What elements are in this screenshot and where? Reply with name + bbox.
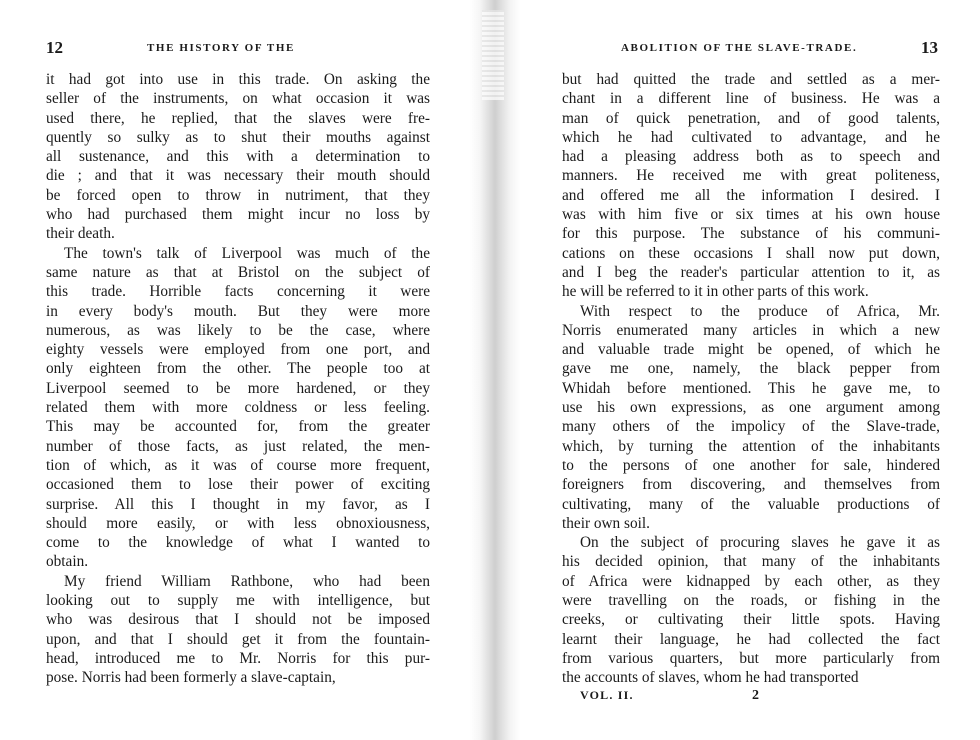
text-line: were travelling on the roads, or fishing in the (562, 592, 940, 610)
text-line: and offered me all the information I desired. I (562, 186, 940, 204)
signature-number: 2 (752, 688, 759, 703)
text-line: gave me one, namely, the black pepper from (562, 360, 940, 378)
text-line: chant in a different line of business. He was a (562, 90, 940, 108)
text-line: of Africa were kidnapped by each other, as they (562, 572, 940, 590)
text-line: but had quitted the trade and settled as a mer- (562, 71, 940, 88)
text-line: had a pleasing address both as to speech and (562, 148, 940, 166)
text-line: only eighteen from the other. The people too at (46, 360, 430, 378)
text-line: numerous, as was likely to be the case, where (46, 321, 430, 339)
text-line: seller of the instruments, on what occasion it was (46, 90, 430, 108)
text-line: to the persons of one another for sale, hindered (562, 456, 940, 474)
text-line: which, by turning the attention of the inhabitants (562, 437, 940, 455)
text-line: quently so sulky as to shut their mouths against (46, 128, 430, 146)
text-line: head, introduced me to Mr. Norris for this pur- (46, 649, 430, 667)
text-line: cations on these occasions I shall now put down, (562, 244, 940, 262)
text-line: and I beg the reader's particular attention to it, as (562, 263, 940, 281)
text-line: occasioned them to lose their power of exciting (46, 476, 430, 494)
left-page (0, 0, 480, 740)
text-line: in every body's mouth. But they were more (46, 302, 430, 320)
text-line: cultivating, many of the valuable productions of (562, 495, 940, 513)
text-line: man of quick penetration, and of good talents, (562, 109, 940, 127)
text-line: die ; and that it was necessary their mouth should (46, 167, 430, 185)
running-head: ABOLITION OF THE SLAVE-TRADE. (621, 42, 858, 54)
text-line: all sustenance, and this with a determination to (46, 148, 430, 166)
text-line: foreigners from discovering, and themselves from (562, 476, 940, 494)
page-number: 13 (921, 38, 938, 57)
right-page (505, 0, 980, 740)
text-line: it had got into use in this trade. On asking the (46, 71, 430, 88)
running-head: THE HISTORY OF THE (147, 42, 295, 54)
text-line: pose. Norris had been formerly a slave-captain, (46, 669, 336, 687)
text-line: come to the knowledge of what I wanted to (46, 534, 430, 552)
body-text (46, 70, 430, 688)
text-line: eighty vessels were employed from one port, and (46, 341, 430, 359)
text-line: the accounts of slaves, whom he had transported (562, 669, 859, 687)
text-line: On the subject of procuring slaves he gave it as (580, 534, 940, 552)
text-line: be forced open to throw in nutriment, that they (46, 186, 430, 204)
text-line: surprise. All this I thought in my favor, as I (46, 495, 430, 513)
text-line: should more easily, or with less obnoxiousness, (46, 514, 430, 532)
text-line: which he had cultivated to advantage, and he (562, 128, 940, 146)
text-line: Liverpool seemed to be more hardened, or they (46, 379, 430, 397)
gutter-texture (482, 10, 504, 100)
text-line: from various quarters, but more particularly from (562, 649, 940, 667)
text-line: he will be referred to it in other parts of this work. (562, 283, 869, 301)
text-line: Norris enumerated many articles in which a new (562, 321, 940, 339)
text-line: their own soil. (562, 514, 650, 532)
text-line: for this purpose. The substance of his communi- (562, 225, 940, 243)
text-line: upon, and that I should get it from the fountain- (46, 630, 430, 648)
text-line: same nature as that at Bristol on the subject of (46, 263, 430, 281)
text-line: number of those facts, as just related, the men- (46, 437, 430, 455)
body-text (562, 70, 940, 688)
text-line: used there, he replied, that the slaves were fre- (46, 109, 430, 127)
text-line: tion of which, as it was of course more frequent, (46, 456, 430, 474)
text-line: was with him five or six times at his own house (562, 206, 940, 224)
text-line: looking out to supply me with intelligence, but (46, 592, 430, 610)
page-number: 12 (46, 38, 63, 57)
text-line: related them with more coldness or less feeling. (46, 399, 430, 417)
text-line: learnt their language, he had collected the fact (562, 630, 940, 648)
text-line: his decided opinion, that many of the inhabitants (562, 553, 940, 571)
signature-volume: VOL. II. (580, 688, 634, 702)
text-line: The town's talk of Liverpool was much of the (64, 244, 430, 262)
text-line: manners. He received me with great politeness, (562, 167, 940, 185)
text-line: use his own expressions, as one argument among (562, 399, 940, 417)
text-line: This may be accounted for, from the greater (46, 418, 430, 436)
text-line: their death. (46, 225, 115, 243)
text-line: this trade. Horrible facts concerning it were (46, 283, 430, 301)
text-line: obtain. (46, 553, 89, 571)
text-line: and valuable trade might be opened, of which he (562, 341, 940, 359)
text-line: many others of the impolicy of the Slave-trade, (562, 418, 940, 436)
text-line: With respect to the produce of Africa, Mr. (580, 302, 940, 320)
text-line: My friend William Rathbone, who had been (64, 572, 430, 590)
text-line: creeks, or cultivating their little spots. Having (562, 611, 940, 629)
text-line: who had purchased them might incur no loss by (46, 206, 430, 224)
text-line: who was desirous that I should not be imposed (46, 611, 430, 629)
text-line: Whidah before mentioned. This he gave me, to (562, 379, 940, 397)
